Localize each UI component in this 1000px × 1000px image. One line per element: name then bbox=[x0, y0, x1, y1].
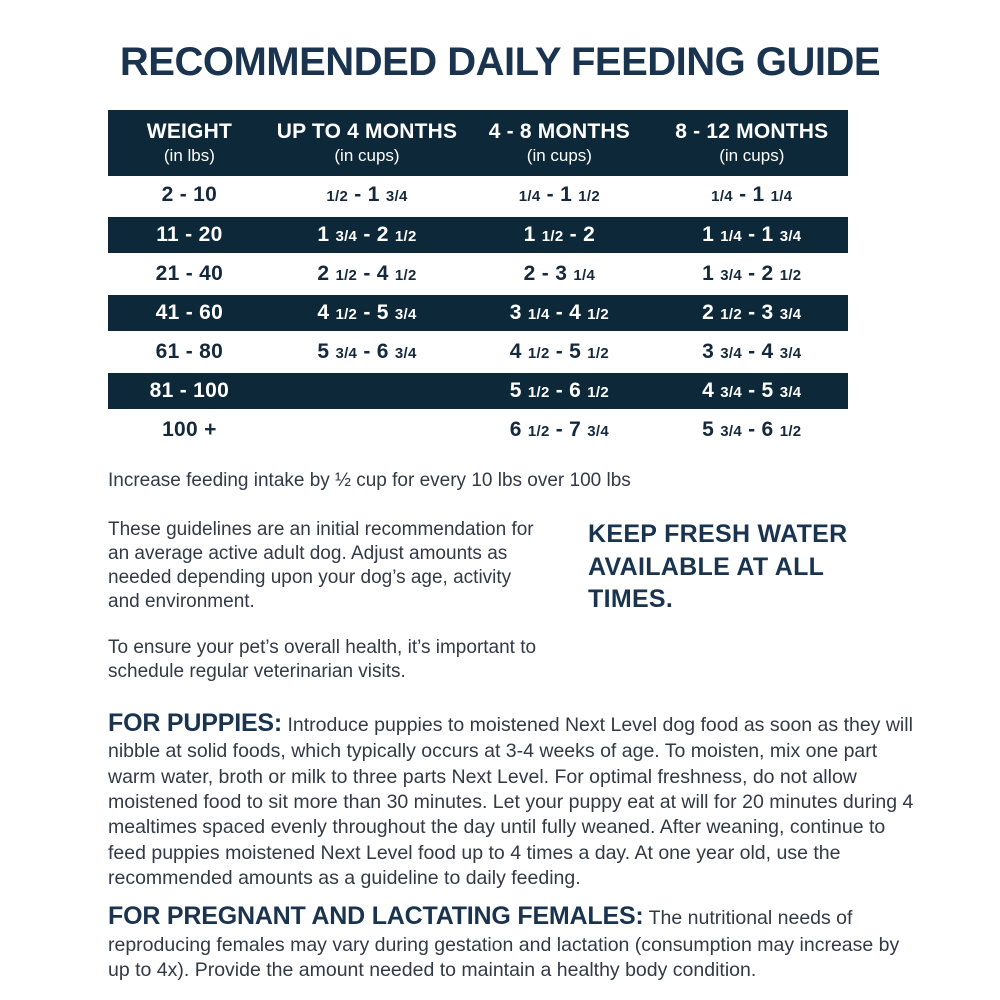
table-cell: 4 1/2 - 5 3/4 bbox=[271, 293, 463, 332]
table-body bbox=[108, 176, 848, 449]
table-cell: 1 3/4 - 2 1/2 bbox=[702, 261, 802, 285]
section-body: Introduce puppies to moistened Next Level dog food as soon as they will nibble at solid foods, which typically occurs at 3-4 weeks of age. To moisten, mix one part warm water, broth or milk to three parts Next Level. For optimal freshness, do not allow moistened food to sit more than 30 minutes. Let your puppy eat at will for 20 minutes during 4 mealtimes spaced evenly throughout the day until fully weaned. After weaning, continue to feed puppies moistened Next Level food up to 4 times a day. At one year old, use the recommended amounts as a guideline to daily feeding. bbox=[108, 713, 914, 889]
column-unit: (in lbs) bbox=[163, 146, 215, 165]
table-cell: 2 1/2 - 3 3/4 bbox=[656, 293, 848, 332]
vet-note: To ensure your pet’s overall health, it’s important to schedule regular veterinarian visits. bbox=[108, 636, 537, 682]
column-unit: (in cups) bbox=[334, 146, 400, 165]
column-unit: (in cups) bbox=[719, 146, 785, 165]
column-title: UP TO 4 MONTHS bbox=[276, 120, 458, 143]
page-title: RECOMMENDED DAILY FEEDING GUIDE bbox=[119, 40, 881, 84]
table-row bbox=[108, 332, 848, 371]
table-cell: 1 1/4 - 1 3/4 bbox=[656, 215, 848, 254]
table-cell: 2 - 10 bbox=[161, 182, 218, 206]
table-cell: 4 1/2 - 5 1/2 bbox=[509, 339, 610, 363]
column-header bbox=[271, 110, 463, 176]
table-cell: 6 1/2 - 7 3/4 bbox=[509, 418, 610, 442]
table-cell: 41 - 60 bbox=[108, 293, 271, 332]
table-cell: 5 1/2 - 6 1/2 bbox=[463, 371, 655, 410]
column-title: 4 - 8 MONTHS bbox=[488, 120, 630, 143]
column-unit: (in cups) bbox=[526, 146, 592, 165]
table-footnote: Increase feeding intake by ½ cup for every 10 lbs over 100 lbs bbox=[108, 470, 631, 491]
table-cell: 2 1/2 - 4 1/2 bbox=[317, 261, 417, 285]
table-cell: 61 - 80 bbox=[155, 339, 224, 363]
table-cell: 1/4 - 1 1/4 bbox=[711, 182, 793, 206]
info-sections bbox=[108, 707, 918, 984]
guidelines-note: These guidelines are an initial recommendation for an average active adult dog. Adjust amounts as needed depending upon your dog’s age, activity and environment. bbox=[108, 519, 534, 613]
column-header bbox=[108, 110, 271, 176]
section-pregnant-lactating bbox=[108, 900, 918, 983]
table-row bbox=[108, 293, 848, 332]
table-cell: 3 3/4 - 4 3/4 bbox=[702, 339, 802, 363]
table-cell: 5 3/4 - 6 1/2 bbox=[702, 418, 802, 442]
table-cell: 81 - 100 bbox=[108, 371, 271, 410]
table-cell: 21 - 40 bbox=[155, 261, 224, 285]
section-heading: FOR PUPPIES: bbox=[108, 708, 283, 737]
feeding-table bbox=[108, 110, 848, 449]
table-cell: 3 1/4 - 4 1/2 bbox=[463, 293, 655, 332]
table-row bbox=[108, 254, 848, 293]
table-cell bbox=[271, 410, 463, 449]
table-cell: 5 3/4 - 6 3/4 bbox=[317, 339, 417, 363]
column-header bbox=[463, 110, 655, 176]
table-row bbox=[108, 371, 848, 410]
table-cell: 100 + bbox=[162, 418, 217, 442]
notes-right-column bbox=[588, 518, 878, 684]
table-row bbox=[108, 410, 848, 449]
column-title: WEIGHT bbox=[146, 120, 232, 143]
column-header bbox=[656, 110, 848, 176]
table-row bbox=[108, 176, 848, 215]
table-cell: 2 - 3 1/4 bbox=[523, 261, 596, 285]
section-puppies bbox=[108, 707, 918, 892]
notes-columns bbox=[108, 518, 1000, 684]
table-cell: 1/4 - 1 1/2 bbox=[518, 182, 600, 206]
section-heading: FOR PREGNANT AND LACTATING FEMALES: bbox=[108, 902, 644, 931]
table-cell bbox=[271, 371, 463, 410]
table-cell: 11 - 20 bbox=[108, 215, 271, 254]
table-cell: 1/2 - 1 3/4 bbox=[326, 182, 408, 206]
table-cell: 1 1/2 - 2 bbox=[463, 215, 655, 254]
table-cell: 1 3/4 - 2 1/2 bbox=[271, 215, 463, 254]
column-title: 8 - 12 MONTHS bbox=[675, 120, 829, 143]
table-header-row bbox=[108, 110, 848, 176]
notes-left-column bbox=[108, 518, 546, 684]
table-cell: 4 3/4 - 5 3/4 bbox=[656, 371, 848, 410]
table-row bbox=[108, 215, 848, 254]
water-notice: KEEP FRESH WATER AVAILABLE AT ALL TIMES. bbox=[588, 520, 848, 613]
section-body: The nutritional needs of reproducing females may vary during gestation and lactation (consumption may increase by up to 4x). Provide the amount needed to maintain a healthy body condition. bbox=[108, 907, 900, 982]
feeding-table-container bbox=[108, 110, 1000, 449]
